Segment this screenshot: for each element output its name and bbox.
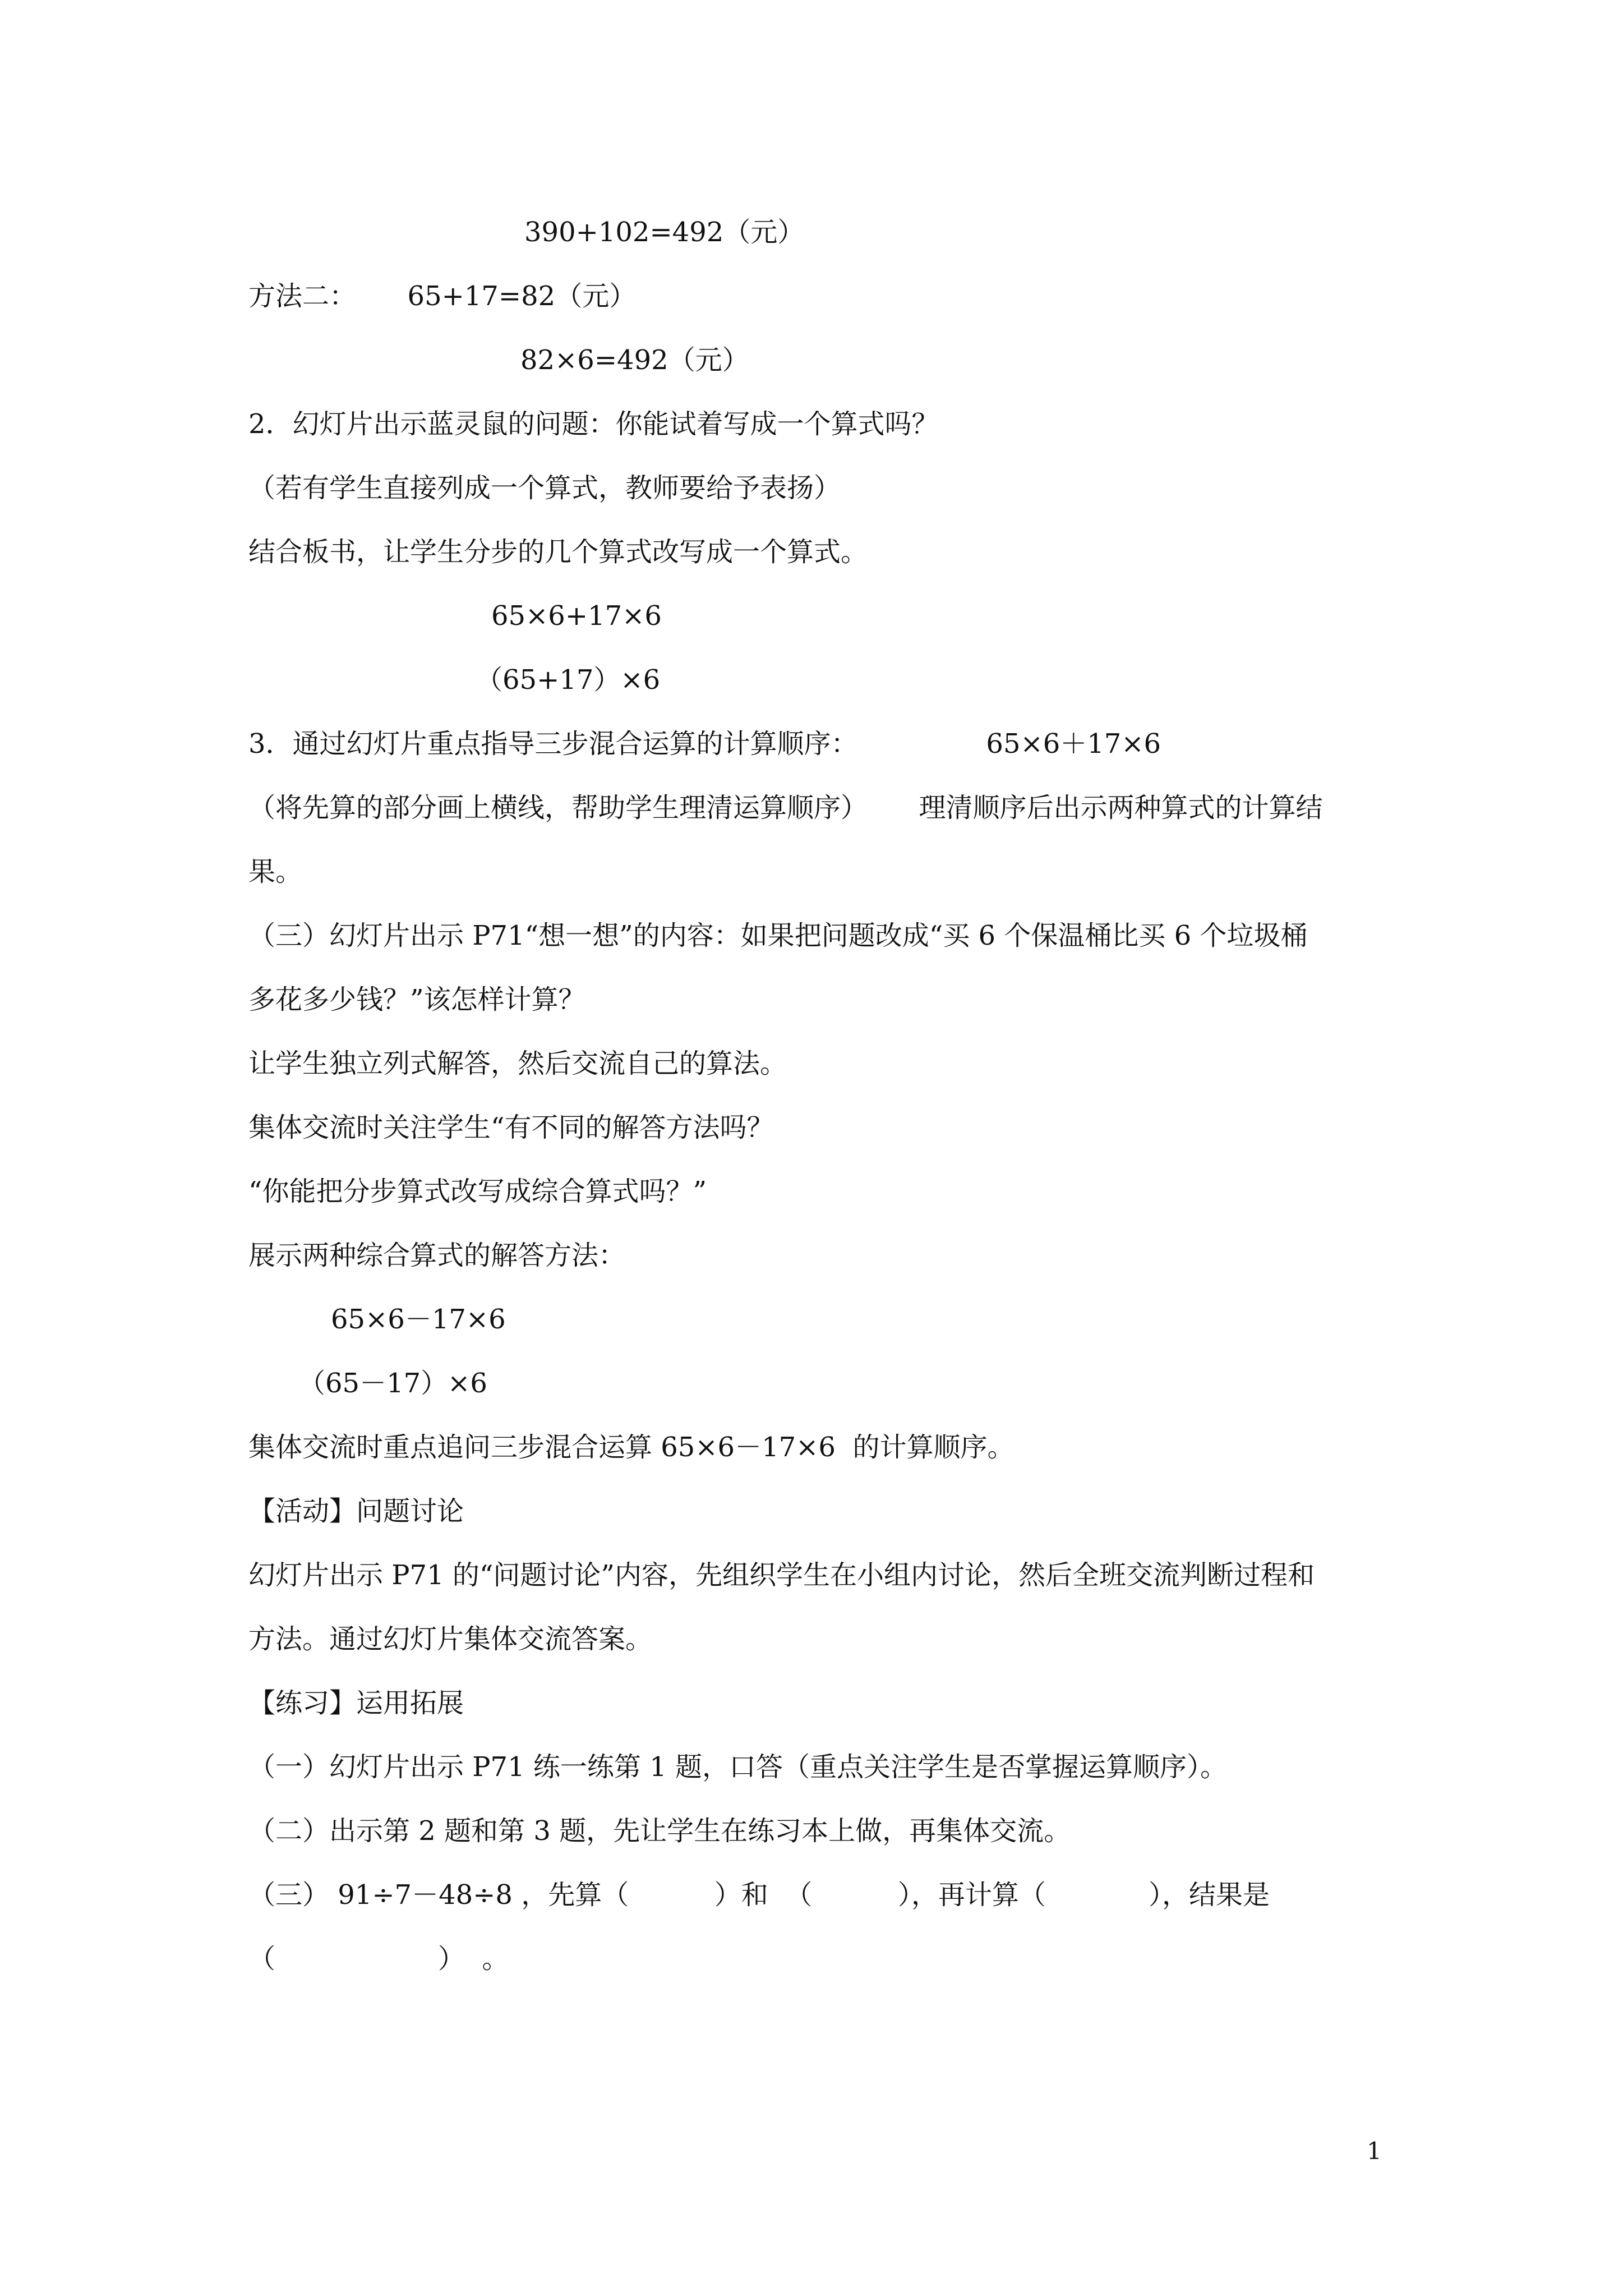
text-line: 2．幻灯片出示蓝灵鼠的问题：你能试着写成一个算式吗？ <box>248 408 939 440</box>
text-line: 方法二： 65+17=82（元） <box>248 280 637 312</box>
text-line: 展示两种综合算式的解答方法： <box>248 1240 626 1271</box>
text-line: 集体交流时重点追问三步混合运算 65×6－17×6 的计算顺序。 <box>248 1432 1015 1463</box>
text-line: （二）出示第 2 题和第 3 题，先让学生在练习本上做，再集体交流。 <box>248 1815 1071 1847</box>
text-line: 让学生独立列式解答，然后交流自己的算法。 <box>248 1048 787 1079</box>
text-line: （一）幻灯片出示 P71 练一练第 1 题，口答（重点关注学生是否掌握运算顺序）。 <box>248 1751 1227 1783</box>
text-line: 结合板书，让学生分步的几个算式改写成一个算式。 <box>248 536 868 568</box>
text-line: （三）幻灯片出示 P71“想一想”的内容：如果把问题改成“买 6 个保温桶比买 6 个垃圾桶 <box>248 920 1308 951</box>
text-line: （65－17）×6 <box>298 1368 487 1399</box>
section-heading-activity: 【活动】问题讨论 <box>248 1496 464 1527</box>
text-line: 果。 <box>248 856 303 887</box>
text-line: 3．通过幻灯片重点指导三步混合运算的计算顺序： 65×6＋17×6 <box>248 728 1161 760</box>
text-line: “你能把分步算式改写成综合算式吗？” <box>248 1176 707 1207</box>
text-line: （若有学生直接列成一个算式，教师要给予表扬） <box>248 472 841 504</box>
text-line: 幻灯片出示 P71 的“问题讨论”内容，先组织学生在小组内讨论，然后全班交流判断过程和 <box>248 1559 1315 1591</box>
text-line: 65×6+17×6 <box>491 600 662 632</box>
text-line: 82×6=492（元） <box>520 344 749 376</box>
text-line: 65×6－17×6 <box>331 1304 506 1335</box>
text-line: 多花多少钱？”该怎样计算？ <box>248 984 585 1015</box>
text-line: （65+17）×6 <box>476 664 661 696</box>
text-line: 集体交流时关注学生“有不同的解答方法吗？ <box>248 1112 774 1143</box>
text-line: （ ） 。 <box>248 1943 509 1975</box>
text-line: 方法。通过幻灯片集体交流答案。 <box>248 1623 653 1655</box>
section-heading-practice: 【练习】运用拓展 <box>248 1687 464 1719</box>
text-line: 390+102=492（元） <box>524 217 805 248</box>
page-number: 1 <box>1367 2137 1382 2165</box>
text-line: （三） 91÷7－48÷8 ，先算（ ）和 （ ），再计算（ ），结果是 <box>248 1879 1270 1911</box>
text-line: （将先算的部分画上横线，帮助学生理清运算顺序） 理清顺序后出示两种算式的计算结 <box>248 792 1323 823</box>
